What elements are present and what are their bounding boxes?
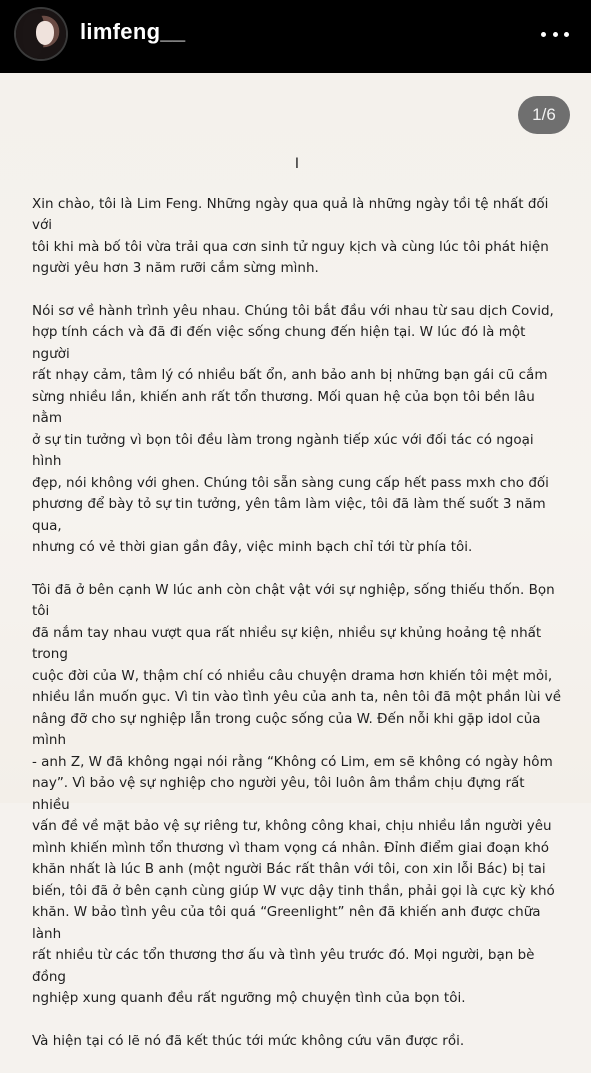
more-options-icon[interactable] xyxy=(541,24,569,44)
paragraph: Nói sơ về hành trình yêu nhau. Chúng tôi bắt đầu với nhau từ sau dịch Covid, hợp tính cách và đã đi đến việc sống chung đến hiện tại. W lúc đó là một người rất nhạy cảm, tâm lý có nhiều bất ổn, anh bảo anh bị những bạn gái cũ cắm sừng nhiều lần, khiến anh rất tổn thương. Mối quan hệ của bọn tôi bền lâu nằm ở sự tin tưởng vì bọn tôi đều làm trong ngành tiếp xúc với đối tác có ngoại hình đẹp, nói không với ghen. Chúng tôi sẵn sàng cung cấp hết pass mxh cho đối phương để bày tỏ sự tin tưởng, yên tâm làm việc, tôi đã làm thế suốt 3 năm qua, nhưng có vẻ thời gian gần đây, việc minh bạch chỉ tới từ phía tôi. xyxy=(32,302,554,555)
username[interactable]: limfeng__ xyxy=(80,19,186,44)
avatar-face xyxy=(36,21,54,45)
document-text xyxy=(32,150,562,1073)
avatar[interactable] xyxy=(16,9,66,59)
dot xyxy=(553,32,558,37)
paragraph: Và hiện tại có lẽ nó đã kết thúc tới mức không cứu vãn được rồi. xyxy=(32,1032,465,1049)
paragraph: Tôi đã ở bên cạnh W lúc anh còn chật vật với sự nghiệp, sống thiếu thốn. Bọn tôi đã nắm tay nhau vượt qua rất nhiều sự kiện, nhiều sự khủng hoảng tệ nhất trong cuộc đời của W, thậm chí có nhiều câu chuyện drama hơn khiến tôi mệt mỏi, nhiều lần muốn gục. Vì tin vào tình yêu của anh ta, nên tôi đã một phần lùi về nâng đỡ cho sự nghiệp lẫn trong cuộc sống của W. Đến nỗi khi gặp idol của mình - anh Z, W đã không ngại nói rằng “Không có Lim, em sẽ không có ngày hôm nay”. Vì bảo vệ sự nghiệp cho người yêu, tôi luôn âm thầm chịu đựng rất nhiều vấn đề về mặt bảo vệ sự riêng tư, không công khai, chịu nhiều lần người yêu mình khiến mình tổn thương vì tham vọng cá nhân. Đỉnh điểm giai đoạn khó khăn nhất là lúc B anh (một người Bác rất thân với tôi, con xin lỗi Bác) bị tai biến, tôi đã ở bên cạnh cùng giúp W vực dậy tinh thần, phải gọi là cực kỳ khó khăn. W bảo tình yêu của tôi quá “Greenlight” nên đã khiến anh được chữa lành rất nhiều từ các tổn thương thơ ấu và tình yêu trước đó. Mọi người, bạn bè đồng nghiệp xung quanh đều rất ngưỡng mộ chuyện tình của bọn tôi. xyxy=(32,581,562,1006)
paragraph: Xin chào, tôi là Lim Feng. Những ngày qua quả là những ngày tồi tệ nhất đối với tôi khi mà bố tôi vừa trải qua cơn sinh tử nguy kịch và cùng lúc tôi phát hiện người yêu hơn 3 năm rưỡi cắm sừng mình. xyxy=(32,195,549,276)
page-indicator-badge: 1/6 xyxy=(518,96,570,134)
dot xyxy=(541,32,546,37)
post-header xyxy=(0,0,591,73)
document-heading: I xyxy=(294,156,300,172)
dot xyxy=(564,32,569,37)
